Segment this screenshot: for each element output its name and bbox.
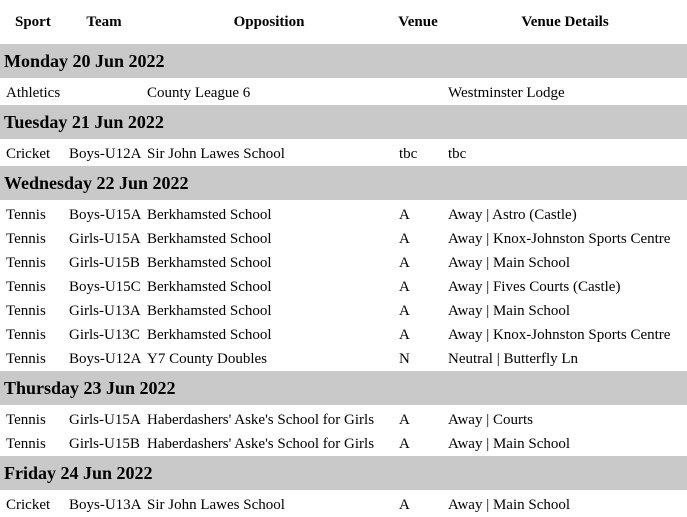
fixture-row xyxy=(0,407,687,433)
fixtures-body xyxy=(0,44,687,517)
fixture-sport: Tennis xyxy=(0,275,63,299)
fixture-opposition: Berkhamsted School xyxy=(145,323,393,347)
fixture-venue: A xyxy=(393,251,443,275)
fixture-venue: A xyxy=(393,407,443,433)
fixture-row xyxy=(0,432,687,456)
fixture-team: Girls-U15B xyxy=(63,251,145,275)
column-header-opposition: Opposition xyxy=(145,0,393,44)
fixture-opposition: County League 6 xyxy=(145,80,393,106)
fixture-team: Boys-U15C xyxy=(63,275,145,299)
fixture-team: Girls-U13C xyxy=(63,323,145,347)
fixture-team xyxy=(63,80,145,106)
fixture-team: Boys-U12A xyxy=(63,347,145,371)
fixture-row xyxy=(0,275,687,299)
fixture-details: Away | Astro (Castle) xyxy=(443,202,687,228)
fixture-sport: Athletics xyxy=(0,80,63,106)
fixture-details: Neutral | Butterfly Ln xyxy=(443,347,687,371)
fixture-opposition: Sir John Lawes School xyxy=(145,141,393,167)
fixture-details: Away | Courts xyxy=(443,407,687,433)
fixture-sport: Cricket xyxy=(0,492,63,517)
day-date: Monday 20 Jun 2022 xyxy=(0,44,687,80)
fixture-venue: A xyxy=(393,432,443,456)
header-row xyxy=(0,0,687,44)
column-header-team: Team xyxy=(63,0,145,44)
day-date: Friday 24 Jun 2022 xyxy=(0,456,687,492)
day-date: Tuesday 21 Jun 2022 xyxy=(0,105,687,141)
fixture-venue: A xyxy=(393,299,443,323)
fixture-opposition: Y7 County Doubles xyxy=(145,347,393,371)
fixture-row xyxy=(0,251,687,275)
fixture-sport: Tennis xyxy=(0,323,63,347)
fixture-sport: Tennis xyxy=(0,347,63,371)
fixture-sport: Tennis xyxy=(0,227,63,251)
day-header-row xyxy=(0,456,687,492)
fixture-row xyxy=(0,80,687,106)
fixture-venue: tbc xyxy=(393,141,443,167)
fixture-details: Away | Knox-Johnston Sports Centre xyxy=(443,323,687,347)
fixture-venue: A xyxy=(393,492,443,517)
fixture-sport: Tennis xyxy=(0,251,63,275)
fixture-sport: Tennis xyxy=(0,299,63,323)
fixture-venue: A xyxy=(393,323,443,347)
fixture-details: Westminster Lodge xyxy=(443,80,687,106)
column-header-venue-details: Venue Details xyxy=(443,0,687,44)
fixture-opposition: Haberdashers' Aske's School for Girls xyxy=(145,432,393,456)
fixture-opposition: Berkhamsted School xyxy=(145,251,393,275)
fixture-venue: N xyxy=(393,347,443,371)
fixture-row xyxy=(0,227,687,251)
fixture-team: Boys-U13A xyxy=(63,492,145,517)
fixture-sport: Tennis xyxy=(0,407,63,433)
fixture-sport: Cricket xyxy=(0,141,63,167)
fixture-venue xyxy=(393,80,443,106)
fixture-team: Girls-U15A xyxy=(63,227,145,251)
fixture-row xyxy=(0,202,687,228)
fixture-opposition: Berkhamsted School xyxy=(145,299,393,323)
day-header-row xyxy=(0,166,687,202)
column-header-venue: Venue xyxy=(393,0,443,44)
fixture-opposition: Sir John Lawes School xyxy=(145,492,393,517)
fixture-team: Girls-U15B xyxy=(63,432,145,456)
fixture-details: tbc xyxy=(443,141,687,167)
column-header-sport: Sport xyxy=(0,0,63,44)
fixture-opposition: Haberdashers' Aske's School for Girls xyxy=(145,407,393,433)
fixture-venue: A xyxy=(393,275,443,299)
fixture-opposition: Berkhamsted School xyxy=(145,202,393,228)
fixture-details: Away | Fives Courts (Castle) xyxy=(443,275,687,299)
fixture-sport: Tennis xyxy=(0,432,63,456)
fixture-row xyxy=(0,347,687,371)
day-header-row xyxy=(0,371,687,407)
day-date: Thursday 23 Jun 2022 xyxy=(0,371,687,407)
fixture-row xyxy=(0,323,687,347)
fixture-row xyxy=(0,299,687,323)
fixture-details: Away | Main School xyxy=(443,299,687,323)
fixture-row xyxy=(0,492,687,517)
fixture-venue: A xyxy=(393,202,443,228)
fixture-sport: Tennis xyxy=(0,202,63,228)
fixture-opposition: Berkhamsted School xyxy=(145,275,393,299)
fixture-opposition: Berkhamsted School xyxy=(145,227,393,251)
fixture-details: Away | Main School xyxy=(443,492,687,517)
fixture-team: Girls-U15A xyxy=(63,407,145,433)
day-date: Wednesday 22 Jun 2022 xyxy=(0,166,687,202)
fixture-venue: A xyxy=(393,227,443,251)
fixture-team: Girls-U13A xyxy=(63,299,145,323)
fixture-row xyxy=(0,141,687,167)
fixture-details: Away | Main School xyxy=(443,251,687,275)
day-header-row xyxy=(0,44,687,80)
fixture-details: Away | Main School xyxy=(443,432,687,456)
fixture-team: Boys-U12A xyxy=(63,141,145,167)
fixture-team: Boys-U15A xyxy=(63,202,145,228)
fixture-details: Away | Knox-Johnston Sports Centre xyxy=(443,227,687,251)
day-header-row xyxy=(0,105,687,141)
